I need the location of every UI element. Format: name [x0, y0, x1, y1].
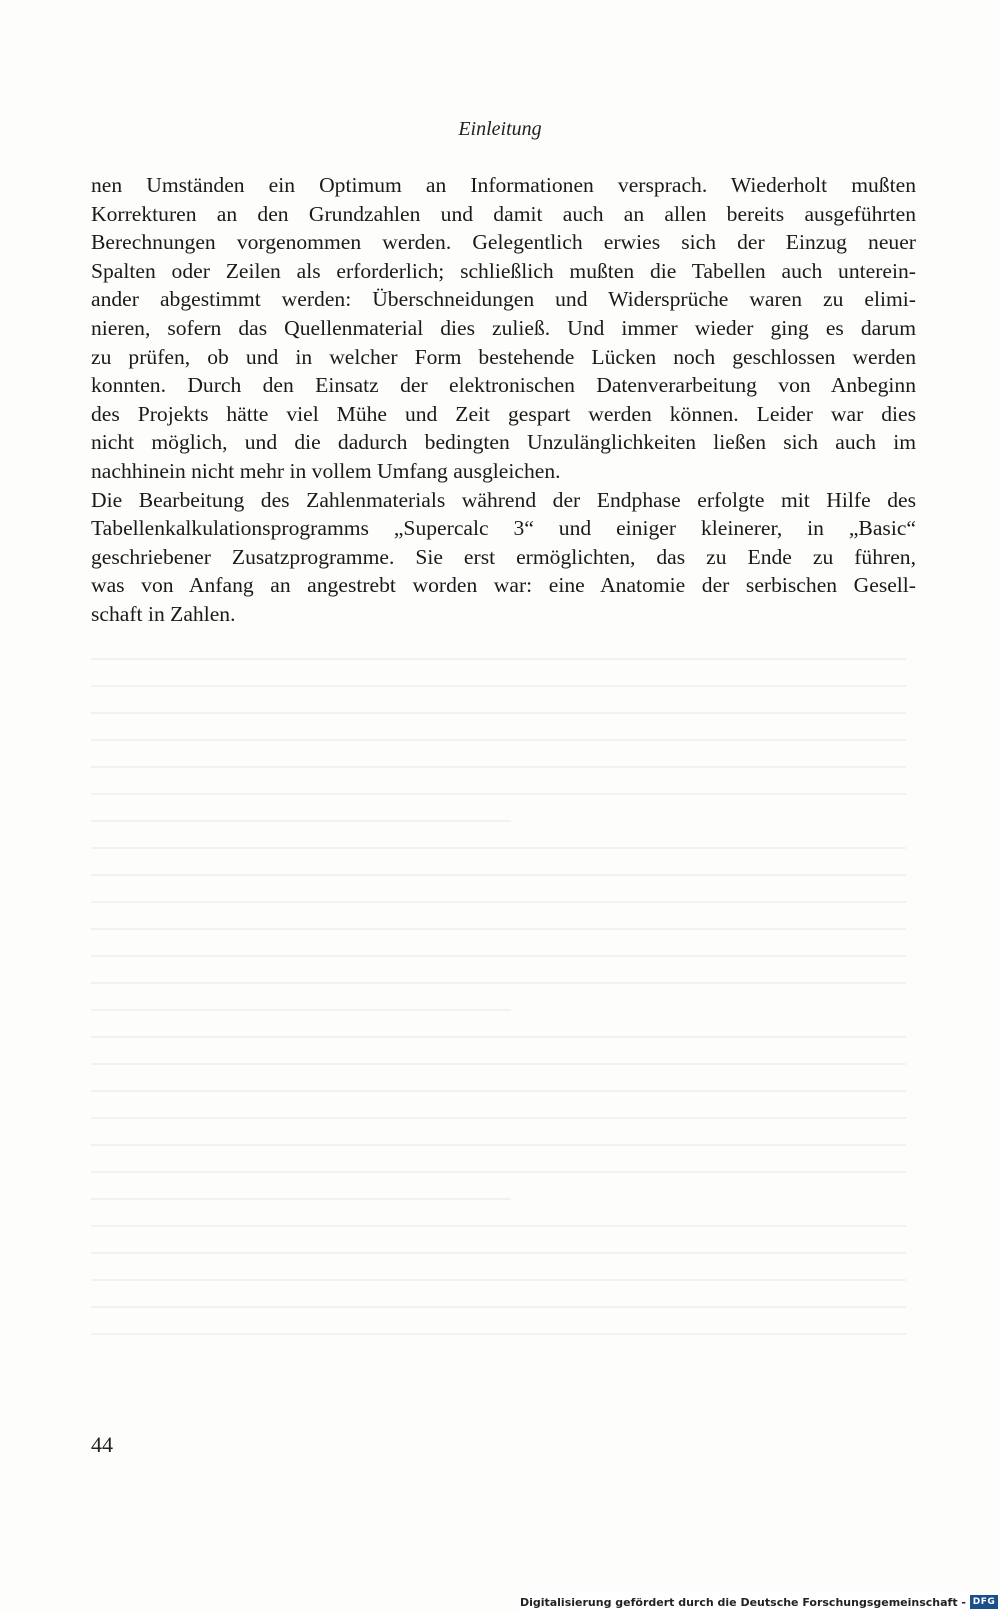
- show-through-line: [91, 928, 906, 930]
- body-line: was von Anfang an angestrebt worden war: eine Anatomie der serbischen Gesell-: [91, 573, 916, 598]
- show-through-line: [91, 712, 906, 714]
- show-through-line: [91, 982, 906, 984]
- body-line: nachhinein nicht mehr in vollem Umfang ausgleichen.: [91, 458, 561, 483]
- show-through-line: [91, 1171, 906, 1173]
- show-through-line: [91, 1198, 511, 1200]
- body-line: des Projekts hätte viel Mühe und Zeit gespart werden können. Leider war dies: [91, 401, 916, 426]
- body-line: nieren, sofern das Quellenmaterial dies zuließ. Und immer wieder ging es darum: [91, 315, 916, 340]
- body-line: zu prüfen, ob und in welcher Form bestehende Lücken noch geschlossen werden: [91, 344, 916, 369]
- body-line: Korrekturen an den Grundzahlen und damit auch an allen bereits ausgeführten: [91, 201, 916, 226]
- body-line: schaft in Zahlen.: [91, 601, 236, 626]
- show-through-line: [91, 1252, 906, 1254]
- show-through-line: [91, 1279, 906, 1281]
- body-line: Tabellenkalkulationsprogramms „Supercalc 3“ und einiger kleinerer, in „Basic“: [91, 516, 916, 541]
- show-through-line: [91, 766, 906, 768]
- page-number: 44: [91, 1432, 113, 1457]
- show-through-line: [91, 1333, 906, 1335]
- show-through-line: [91, 1117, 906, 1119]
- show-through-line: [91, 1306, 906, 1308]
- show-through-line: [91, 1009, 511, 1011]
- show-through-line: [91, 1225, 906, 1227]
- body-line: nen Umständen ein Optimum an Informationen versprach. Wiederholt mußten: [91, 173, 916, 197]
- body-line: Berechnungen vorgenommen werden. Gelegentlich erwies sich der Einzug neuer: [91, 230, 916, 255]
- body-line: geschriebener Zusatzprogramme. Sie erst ermöglichten, das zu Ende zu führen,: [91, 544, 916, 569]
- digitization-credit: [520, 1592, 1000, 1612]
- body-line: nicht möglich, und die dadurch bedingten Unzulänglichkeiten ließen sich auch im: [91, 430, 916, 455]
- running-head-title: Einleitung: [458, 118, 542, 140]
- body-text: [91, 171, 916, 629]
- show-through-line: [91, 874, 906, 876]
- show-through-line: [91, 1063, 906, 1065]
- show-through-line: [91, 1144, 906, 1146]
- show-through-line: [91, 739, 906, 741]
- show-through-line: [91, 685, 906, 687]
- show-through-line: [91, 793, 906, 795]
- body-line: Spalten oder Zeilen als erforderlich; schließlich mußten die Tabellen auch unterein-: [91, 258, 916, 283]
- show-through-line: [91, 901, 906, 903]
- show-through-line: [91, 847, 906, 849]
- show-through-line: [91, 658, 906, 660]
- body-line: Die Bearbeitung des Zahlenmaterials während der Endphase erfolgte mit Hilfe des: [91, 487, 916, 512]
- credit-text: Digitalisierung gefördert durch die Deutsche Forschungsgemeinschaft -: [519, 1595, 966, 1609]
- dfg-logo-icon: DFG: [970, 1595, 998, 1609]
- show-through-line: [91, 820, 511, 822]
- show-through-line: [91, 955, 906, 957]
- body-line: konnten. Durch den Einsatz der elektronischen Datenverarbeitung von Anbeginn: [91, 373, 916, 398]
- show-through-line: [91, 1090, 906, 1092]
- show-through-texture: [91, 650, 916, 1390]
- show-through-line: [91, 1036, 906, 1038]
- body-line: ander abgestimmt werden: Überschneidungen und Widersprüche waren zu elimi-: [91, 287, 916, 312]
